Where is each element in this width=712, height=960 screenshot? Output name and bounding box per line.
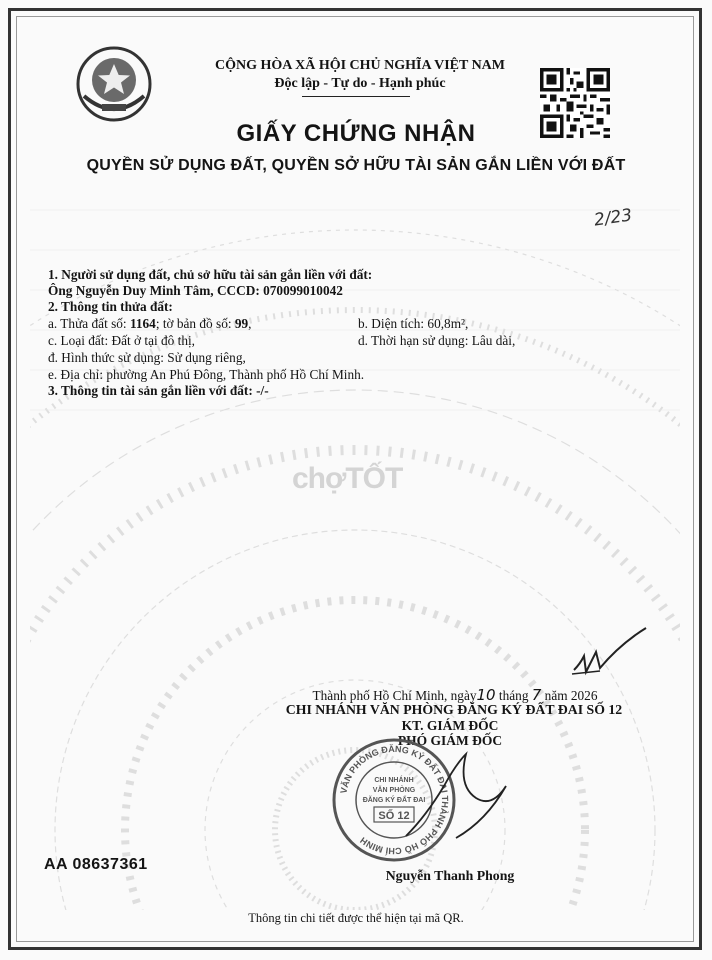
serial-number: AA 08637361: [44, 856, 148, 873]
issuing-office: CHI NHÁNH VĂN PHÒNG ĐĂNG KÝ ĐẤT ĐAI SỐ 12: [285, 702, 623, 717]
seal-line-1: CHI NHÁNH: [374, 777, 414, 784]
seal-line-2: VĂN PHÒNG: [372, 787, 416, 794]
parcel-number-line: [48, 316, 252, 332]
section-1-heading: 1. Người sử dụng đất, chủ sở hữu tài sản gắn liền với đất:: [48, 267, 373, 282]
month-label: tháng: [498, 688, 529, 703]
year-label: năm 2026: [544, 688, 598, 703]
document-subtitle: QUYỀN SỬ DỤNG ĐẤT, QUYỀN SỞ HỮU TÀI SẢN GẮN LIỀN VỚI ĐẤT: [86, 157, 626, 174]
address-line: e. Địa chỉ: phường An Phú Đông, Thành phố Hồ Chí Minh.: [48, 367, 365, 382]
seal-number: SỐ 12: [378, 810, 410, 822]
on-behalf-of: KT. GIÁM ĐỐC: [401, 718, 499, 733]
director-signature: [396, 746, 516, 846]
date-month: 7: [531, 686, 542, 704]
seal-ring-text: VĂN PHÒNG ĐĂNG KÝ ĐẤT ĐAI THÀNH PHỐ HỒ CHÍ MINH: [338, 743, 451, 857]
area-line: b. Diện tích: 60,8m²,: [358, 316, 469, 331]
signer-name: Nguyễn Thanh Phong: [385, 868, 515, 883]
usage-form-line: đ. Hình thức sử dụng: Sử dụng riêng,: [48, 350, 246, 365]
land-type-line: c. Loại đất: Đất ở tại đô thị,: [48, 333, 195, 348]
date-prefix: Thành phố Hồ Chí Minh, ngày: [312, 688, 477, 703]
section-3-heading: 3. Thông tin tài sản gắn liền với đất: -/-: [48, 383, 269, 398]
map-sheet-number: 99: [234, 316, 249, 331]
owner-info: Ông Nguyễn Duy Minh Tâm, CCCD: 070099010042: [48, 283, 343, 298]
national-motto: Độc lập - Tự do - Hạnh phúc: [274, 76, 446, 91]
map-sheet-label: ; tờ bản đồ số:: [155, 316, 235, 331]
handwritten-page-number: 2/23: [592, 205, 634, 231]
seal-line-3: ĐĂNG KÝ ĐẤT ĐAI: [362, 797, 426, 804]
initial-signature: [570, 624, 650, 676]
document-title: GIẤY CHỨNG NHẬN: [236, 120, 476, 147]
parcel-line-end: ,: [248, 316, 252, 331]
country-name: CỘNG HÒA XÃ HỘI CHỦ NGHĨA VIỆT NAM: [214, 58, 505, 73]
national-emblem-icon: [74, 44, 154, 124]
usage-term-line: d. Thời hạn sử dụng: Lâu dài,: [358, 333, 516, 348]
motto-underline: [302, 96, 410, 97]
footer-note: Thông tin chi tiết được thể hiện tại mã QR.: [248, 911, 464, 925]
signer-position: PHÓ GIÁM ĐỐC: [397, 733, 503, 748]
date-day: 10: [476, 686, 496, 704]
chotot-watermark: chợTỐT: [292, 462, 403, 495]
parcel-label: a. Thửa đất số:: [48, 316, 130, 331]
parcel-number: 1164: [129, 316, 156, 331]
section-2-heading: 2. Thông tin thửa đất:: [48, 299, 173, 314]
